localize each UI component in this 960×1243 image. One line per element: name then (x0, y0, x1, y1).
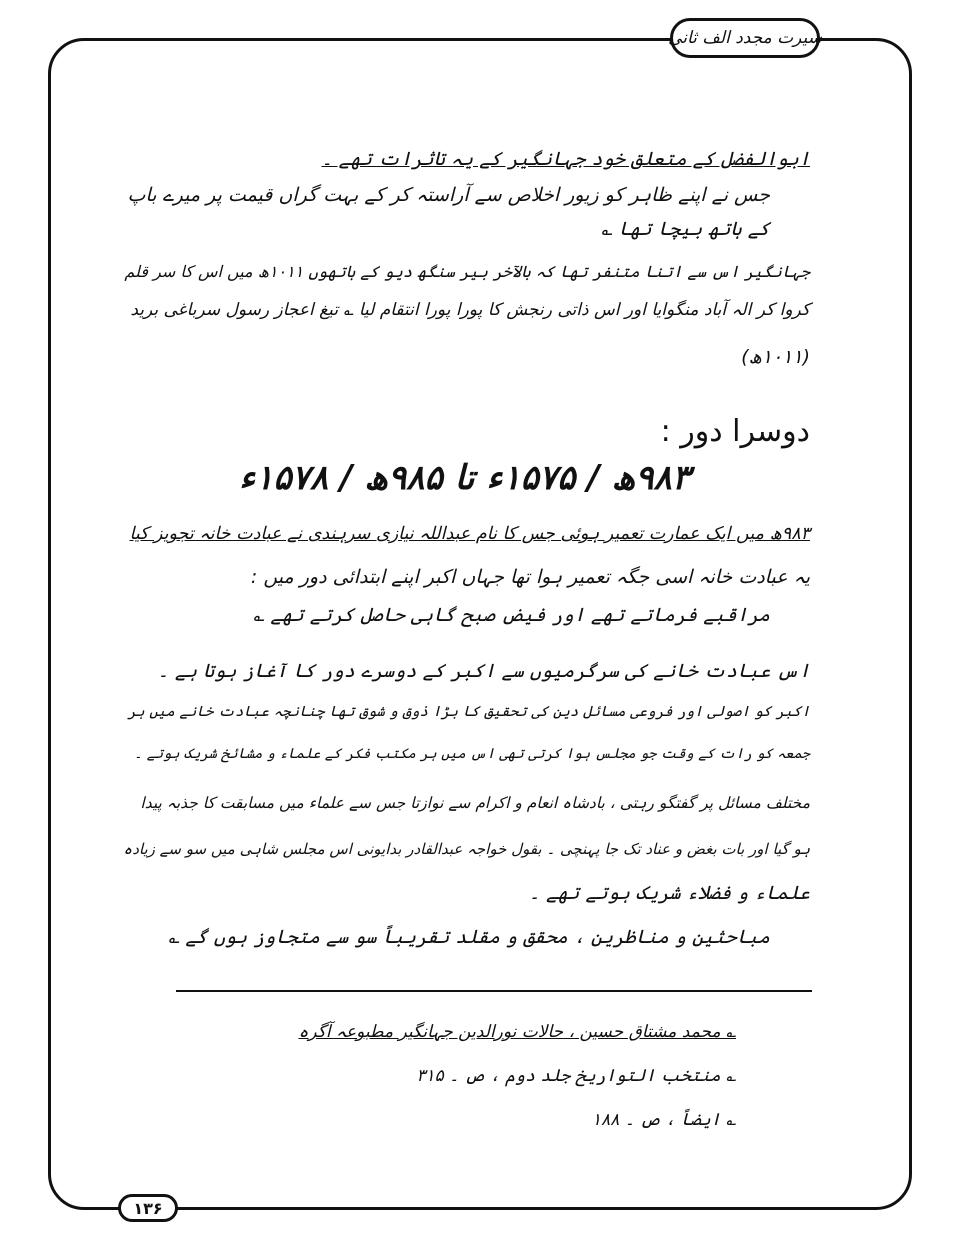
book-title: سیرت مجدد الف ثانی (668, 28, 822, 48)
section-line-6: جمعہ کو رات کے وقت جو مجلس ہوا کرتی تھی اس میں ہر مکتب فکر کے علماء و مشائخ شریک ہوتے ۔ (134, 746, 810, 762)
body-line-6: (۱۰۱۱ھ) (741, 346, 810, 368)
section-line-8: ہو گیا اور بات بغض و عناد تک جا پہنچی ۔ بقول خواجہ عبدالقادر بدایونی اس مجلس شاہی میں سو سے زیادہ (123, 840, 810, 858)
footnote-divider (176, 990, 812, 992)
section-line-10: مباحثین و مناظرین ، محقق و مقلد تقریباً سو سے متجاوز ہوں گے ؎ (168, 926, 770, 948)
section-line-9: علماء و فضلاء شریک ہوتے تھے ۔ (528, 882, 810, 904)
body-line-4: جہانگیر اس سے اتنا متنفر تھا کہ بالآخر بیر سنگھ دیو کے ہاتھوں ۱۰۱۱ھ میں اس کا سر قلم (124, 262, 810, 281)
body-line-5: کروا کر الہ آباد منگوایا اور اس ذاتی رنجش کا پورا پورا انتقام لیا ؎ تیغ اعجاز رسول سرباغی برید (130, 300, 810, 320)
body-line-1: ابوالفضل کے متعلق خود جہانگیر کے یہ تاثرات تھے ۔ (321, 148, 810, 170)
section-line-3: مراقبے فرماتے تھے اور فیض صبح گاہی حاصل کرتے تھے ؎ (253, 604, 770, 626)
section-heading: دوسرا دور : (660, 414, 810, 449)
running-header (670, 18, 820, 58)
section-line-5: اکبر کو اصولی اور فروعی مسائل دین کی تحقیق کا بڑا ذوق و شوق تھا چنانچہ عبادت خانے میں ہر (127, 704, 810, 720)
footnote-1: ؎ محمد مشتاق حسین ، حالات نورالدین جہانگیر مطبوعہ آگرہ (298, 1022, 736, 1042)
section-line-2: یہ عبادت خانہ اسی جگہ تعمیر ہوا تھا جہاں اکبر اپنے ابتدائی دور میں : (250, 566, 810, 588)
body-line-3: کے ہاتھ بیچا تھا ؎ (601, 218, 770, 240)
section-line-1: ۹۸۳ھ میں ایک عمارت تعمیر ہوئی جس کا نام عبداللہ نیازی سرہندی نے عبادت خانہ تجویز کیا (129, 524, 810, 544)
section-years: ۹۸۳ھ / ۱۵۷۵ء تا ۹۸۵ھ / ۱۵۷۸ء (239, 458, 690, 498)
footnote-3: ؎ ایضاً ، ص ۔ ۱۸۸ (591, 1110, 736, 1130)
body-line-2: جس نے اپنے ظاہر کو زیور اخلاص سے آراستہ کر کے بہت گراں قیمت پر میرے باپ (127, 184, 770, 206)
page-number-tab (118, 1194, 178, 1222)
section-line-7: مختلف مسائل پر گفتگو رہتی ، بادشاہ انعام و اکرام سے نوازتا جس سے علماء میں مسابقت کا جذبہ پیدا (140, 794, 810, 812)
footnote-2: ؎ منتخب التواریخ جلد دوم ، ص ۔ ۳۱۵ (416, 1066, 736, 1086)
section-line-4: اس عبادت خانے کی سرگرمیوں سے اکبر کے دوسرے دور کا آغاز ہوتا ہے ۔ (157, 660, 810, 682)
page-number: ۱۳۶ (133, 1198, 163, 1218)
